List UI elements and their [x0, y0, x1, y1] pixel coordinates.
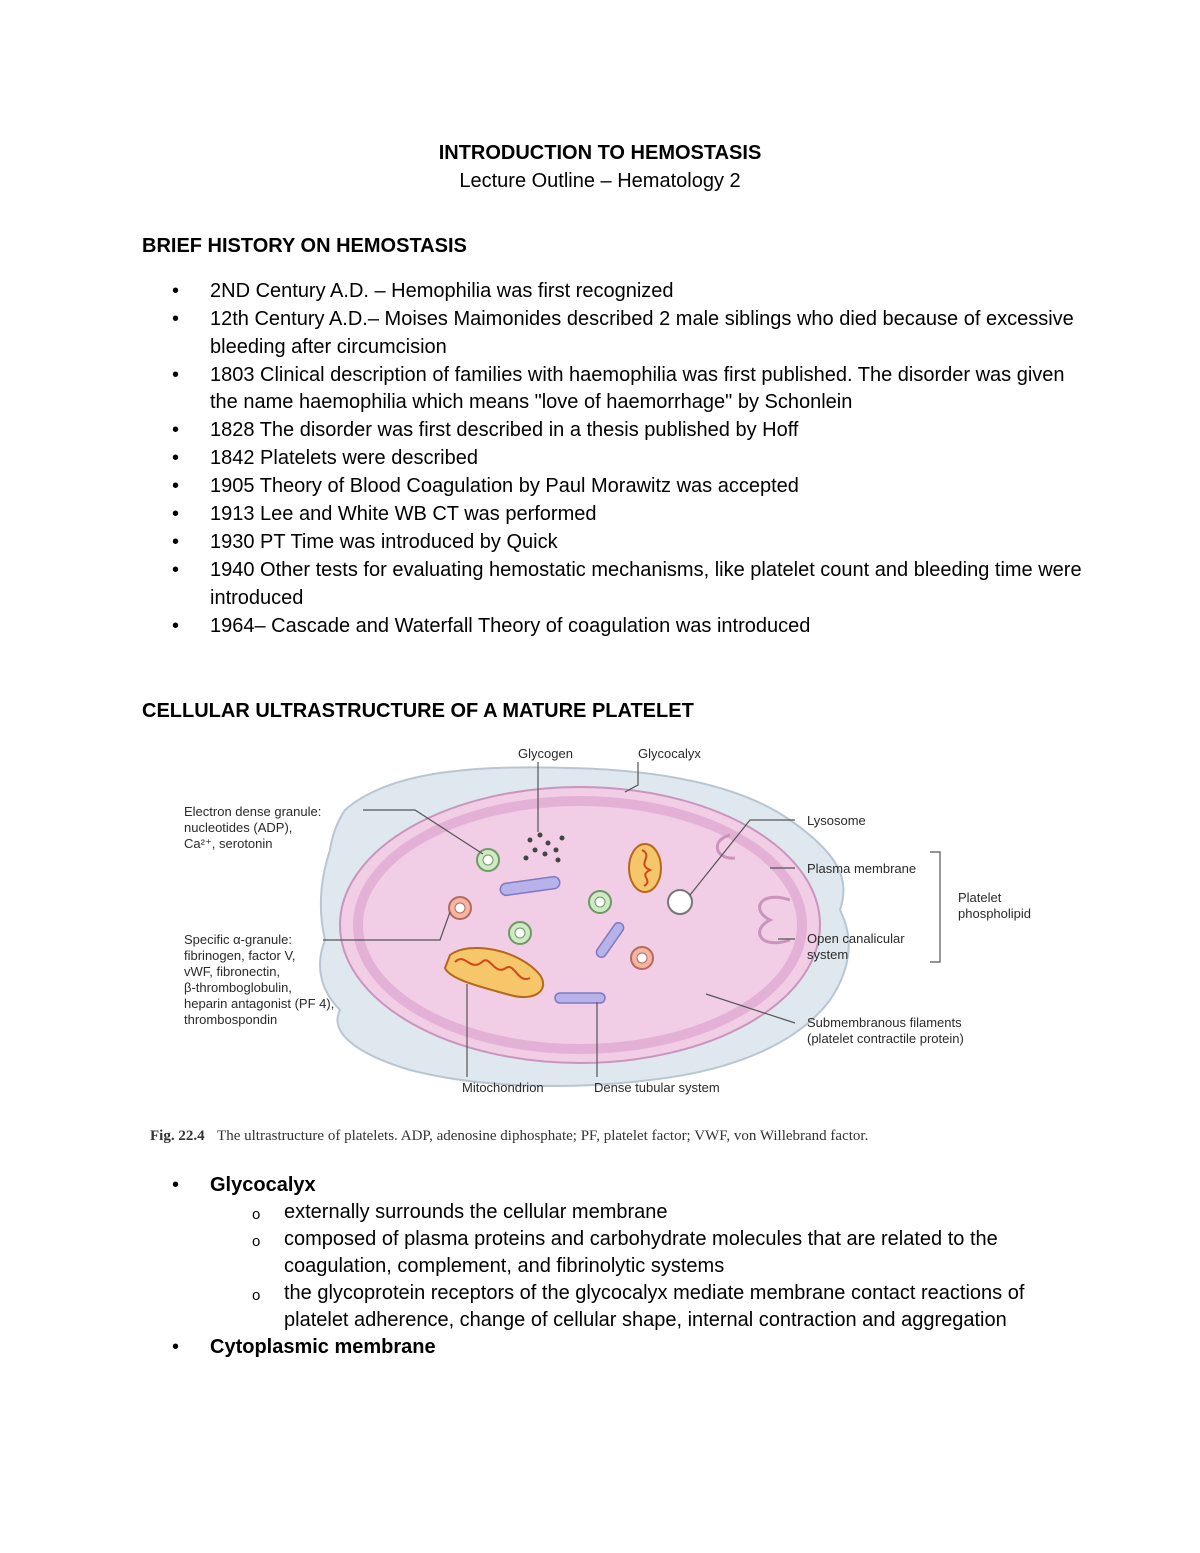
granule-green — [589, 891, 611, 913]
figure-caption — [150, 1127, 868, 1144]
feature-item — [142, 1172, 1082, 1334]
label-specific-granule-3: vWF, fibronectin, — [184, 964, 281, 979]
document-subtitle: Lecture Outline – Hematology 2 — [459, 170, 741, 192]
label-electron-dense-2: nucleotides (ADP), — [184, 820, 293, 835]
history-item: • 1913 Lee and White WB CT was performed — [142, 501, 1082, 529]
label-specific-granule-2: fibrinogen, factor V, — [184, 948, 296, 963]
history-list — [142, 278, 1082, 641]
history-item: • 1964– Cascade and Waterfall Theory of coagulation was introduced — [142, 613, 1082, 641]
feature-sub-text: o externally surrounds the cellular membrane — [284, 1201, 668, 1223]
feature-item — [142, 1334, 1082, 1361]
history-item: • 2ND Century A.D. – Hemophilia was first recognized — [142, 278, 1082, 306]
label-electron-dense-3: Ca²⁺, serotonin — [184, 836, 273, 851]
label-open-canalicular-2: system — [807, 947, 849, 962]
platelet-heading: CELLULAR ULTRASTRUCTURE OF A MATURE PLATELET — [142, 700, 694, 722]
label-electron-dense-1: Electron dense granule: — [184, 804, 322, 819]
feature-sub-text: o the glycoprotein receptors of the glycocalyx mediate membrane contact reactions of platelet adherence, change of cellular shape, internal contraction and aggregation — [284, 1282, 1025, 1331]
history-item: • 1940 Other tests for evaluating hemostatic mechanisms, like platelet count and bleeding time were introduced — [142, 557, 1082, 612]
figure-caption-text: The ultrastructure of platelets. ADP, adenosine diphosphate; PF, platelet factor; VWF, von Willebrand factor. — [217, 1128, 869, 1144]
feature-sub-list — [210, 1199, 1082, 1334]
label-lysosome: Lysosome — [807, 813, 866, 828]
label-open-canalicular-1: Open canalicular — [807, 931, 905, 946]
label-specific-granule-5: heparin antagonist (PF 4), — [184, 996, 335, 1011]
label-platelet-phospholipid-2: phospholipid — [958, 906, 1032, 921]
feature-sub-text: o composed of plasma proteins and carbohydrate molecules that are related to the coagulation, complement, and fibrinolytic systems — [284, 1228, 998, 1277]
tubule — [555, 993, 605, 1003]
features-list — [142, 1172, 1082, 1361]
history-item: • 1905 Theory of Blood Coagulation by Paul Morawitz was accepted — [142, 473, 1082, 501]
history-item: • 1803 Clinical description of families with haemophilia was first published. The disorder was given the name haemophilia which means "love of haemorrhage" by Schonlein — [142, 362, 1082, 417]
platelet-diagram — [150, 740, 1060, 1150]
label-plasma-membrane: Plasma membrane — [807, 861, 917, 876]
label-glycogen: Glycogen — [518, 746, 573, 761]
granule-green — [509, 922, 531, 944]
document-title: INTRODUCTION TO HEMOSTASIS — [438, 142, 762, 164]
label-glycocalyx: Glycocalyx — [638, 746, 701, 761]
granule-red — [631, 947, 653, 969]
granule-red — [449, 897, 471, 919]
label-mitochondrion: Mitochondrion — [462, 1080, 544, 1095]
history-item: • 12th Century A.D.– Moises Maimonides described 2 male siblings who died because of excessive bleeding after circumcision — [142, 306, 1082, 361]
feature-label: Glycocalyx — [210, 1174, 316, 1196]
label-platelet-phospholipid-1: Platelet — [958, 890, 1002, 905]
label-specific-granule-4: β-thromboglobulin, — [184, 980, 292, 995]
label-specific-granule-1: Specific α-granule: — [184, 932, 292, 947]
feature-sub-item — [142, 1226, 1082, 1280]
label-submembranous-1: Submembranous filaments — [807, 1015, 962, 1030]
history-item: • 1828 The disorder was first described in a thesis published by Hoff — [142, 417, 1082, 445]
feature-sub-item — [142, 1199, 1082, 1226]
label-dense-tubular: Dense tubular system — [594, 1080, 720, 1095]
lysosome — [668, 890, 692, 914]
feature-sub-item — [142, 1280, 1082, 1334]
label-specific-granule-6: thrombospondin — [184, 1012, 278, 1027]
label-submembranous-2: (platelet contractile protein) — [807, 1031, 964, 1046]
history-heading: BRIEF HISTORY ON HEMOSTASIS — [142, 235, 467, 257]
history-item: • 1842 Platelets were described — [142, 445, 1082, 473]
feature-label: Cytoplasmic membrane — [210, 1336, 436, 1358]
history-item: • 1930 PT Time was introduced by Quick — [142, 529, 1082, 557]
mitochondrion-small — [629, 844, 661, 892]
figure-number: Fig. 22.4 — [150, 1128, 205, 1144]
